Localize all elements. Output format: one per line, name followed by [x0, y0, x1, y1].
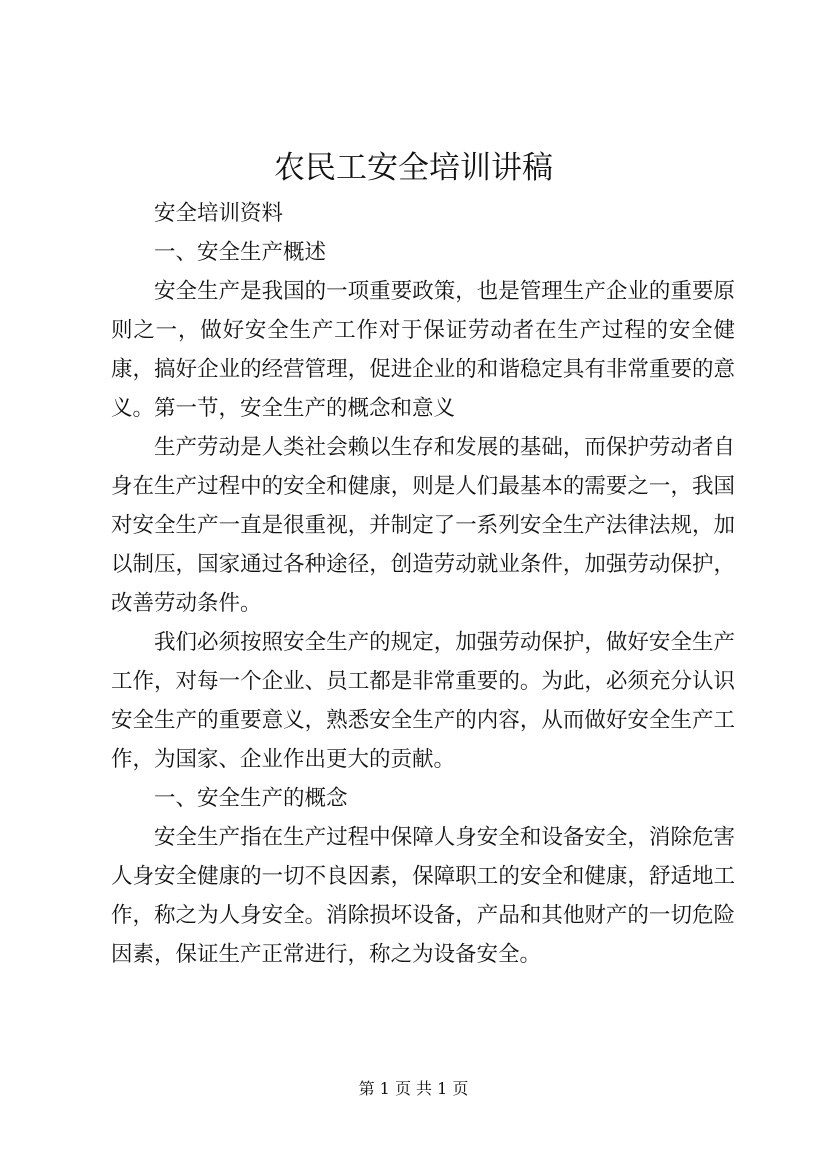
page-footer: 第 1 页 共 1 页: [358, 1079, 469, 1098]
paragraph-2: 一、安全生产概述: [154, 240, 327, 265]
paragraph-5: 我们必须按照安全生产的规定，加强劳动保护，做好安全生产工作，对每一个企业、员工都是非常重要的。为此，必须充分认识安全生产的重要意义，熟悉安全生产的内容，从而做好安全生产工作，为国家、企业作出更大的贡献。: [111, 630, 735, 772]
paragraph-6: 一、安全生产的概念: [154, 786, 348, 811]
document-title: 农民工安全培训讲稿: [274, 150, 553, 186]
paragraph-3: 安全生产是我国的一项重要政策，也是管理生产企业的重要原则之一，做好安全生产工作对于保证劳动者在生产过程的安全健康，搞好企业的经营管理，促进企业的和谐稳定具有非常重要的意义。第一节，安全生产的概念和意义: [111, 279, 735, 421]
document-body: [111, 194, 735, 974]
paragraph-4: 生产劳动是人类社会赖以生存和发展的基础，而保护劳动者自身在生产过程中的安全和健康，则是人们最基本的需要之一，我国对安全生产一直是很重视，并制定了一系列安全生产法律法规，加以制压，国家通过各种途径，创造劳动就业条件，加强劳动保护，改善劳动条件。: [111, 435, 735, 616]
paragraph-1: 安全培训资料: [154, 201, 284, 226]
paragraph-7: 安全生产指在生产过程中保障人身安全和设备安全，消除危害人身安全健康的一切不良因素，保障职工的安全和健康，舒适地工作，称之为人身安全。消除损坏设备，产品和其他财产的一切危险因素，保证生产正常进行，称之为设备安全。: [111, 825, 735, 967]
